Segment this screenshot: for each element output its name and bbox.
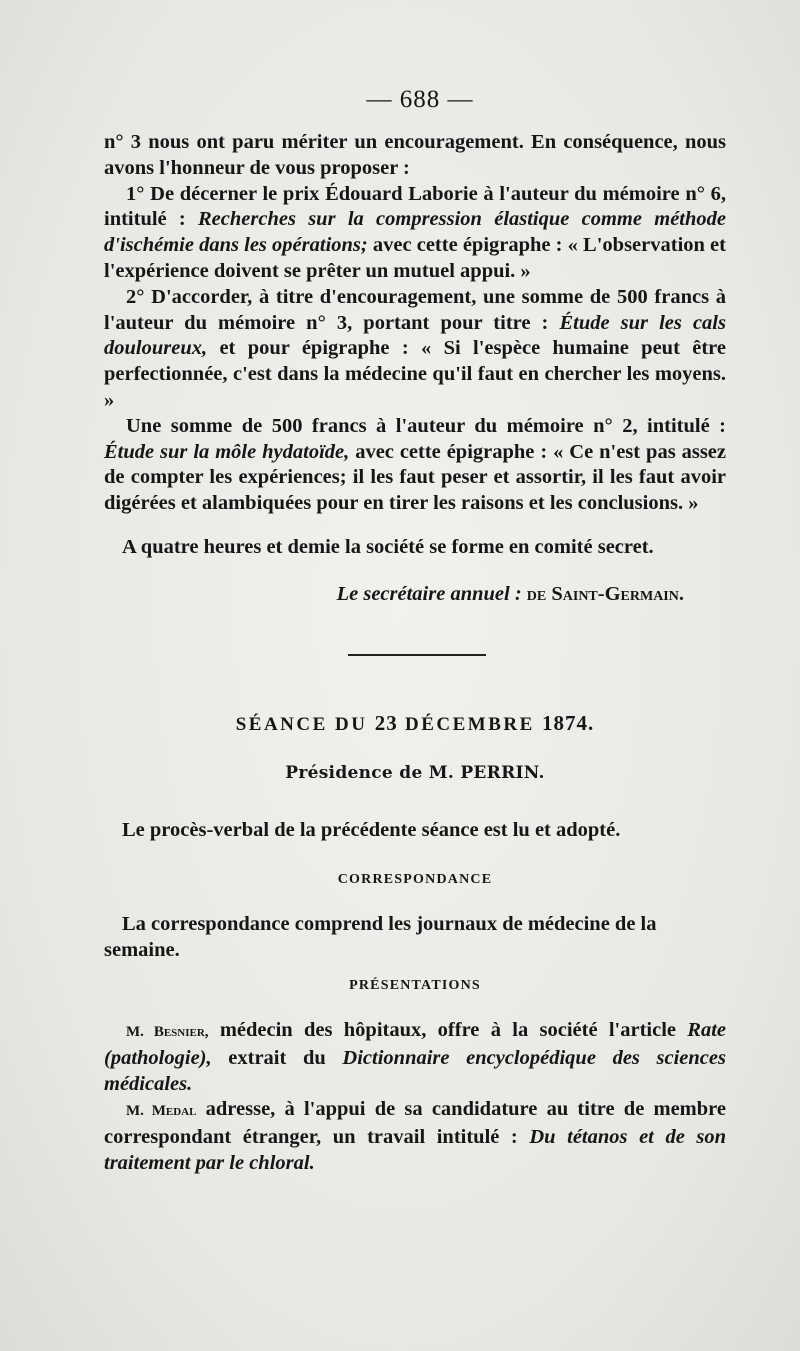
- presidency-line: Présidence de M. PERRIN.: [285, 763, 545, 783]
- article-title: Rate (pathologie),: [104, 1019, 727, 1069]
- presentation-item-besnier: [104, 1018, 726, 1097]
- signature-line: [104, 582, 684, 608]
- minutes-paragraph: Le procès-verbal de la précédente séance est lu et adopté.: [122, 819, 621, 841]
- first-proposal-paragraph: [104, 182, 726, 285]
- session-title: [0, 711, 800, 736]
- second-proposal-epigraph: et pour épigraphe : « Si l'espèce humaine peut être perfectionnée, c'est dans la médecine qu'il faut en chercher les moyens. »: [104, 337, 726, 411]
- signature-name: de Saint-Germain.: [526, 583, 684, 605]
- presenter-name: M. Medal: [126, 1103, 197, 1120]
- intro-paragraph: [104, 130, 726, 182]
- second-memoir-title: Étude sur les cals douloureux,: [104, 311, 726, 360]
- presentation-text: adresse, à l'appui de sa candidature au titre de membre correspondant étranger, un travail intitulé :: [104, 1098, 726, 1149]
- second-proposal-paragraph: [104, 285, 726, 414]
- presentation-item-medal: [104, 1097, 726, 1176]
- work-title: Du tétanos et de son traitement par le chloral.: [104, 1126, 726, 1174]
- session-year: 1874.: [542, 711, 595, 735]
- presentation-text: médecin des hôpitaux, offre à la société l'article: [208, 1019, 688, 1041]
- page-number: — 688 —: [366, 86, 474, 113]
- third-proposal-epigraph: avec cette épigraphe : « Ce n'est pas assez de compter les expériences; il les faut peser et assortir, il les faut avoir digérées et alambiquées pour en tirer les raisons et les conclusions. »: [104, 440, 727, 515]
- signature-role: Le secrétaire annuel :: [336, 583, 522, 605]
- second-proposal-text: 2° D'accorder, à titre d'encouragement, une somme de 500 francs à l'auteur du mémoire n° 3, portant pour titre :: [104, 285, 726, 334]
- session-month: DÉCEMBRE: [404, 714, 535, 735]
- correspondence-paragraph: La correspondance comprend les journaux de médecine de la semaine.: [104, 913, 657, 961]
- first-memoir-title: Recherches sur la compression élastique comme méthode d'ischémie dans les opérations;: [104, 208, 726, 257]
- third-proposal-text: Une somme de 500 francs à l'auteur du mémoire n° 2, intitulé :: [126, 414, 726, 437]
- dictionary-title: Dictionnaire encyclopédique des sciences médicales.: [104, 1046, 726, 1095]
- session-day: 23: [374, 711, 398, 735]
- presentations-heading: PRÉSENTATIONS: [349, 978, 481, 993]
- correspondence-heading: CORRESPONDANCE: [337, 872, 493, 887]
- section-divider: [348, 654, 486, 656]
- secret-committee-paragraph: A quatre heures et demie la société se forme en comité secret.: [122, 536, 654, 558]
- session-title-label: SÉANCE DU: [235, 714, 368, 735]
- presentations-section: [104, 1018, 726, 1177]
- presentation-text: extrait du: [211, 1046, 343, 1069]
- third-proposal-paragraph: [104, 414, 726, 517]
- prize-proposal-section: [104, 130, 726, 517]
- first-proposal-text: 1° De décerner le prix Édouard Laborie à l'auteur du mémoire n° 6, intitulé :: [104, 182, 726, 231]
- intro-text: n° 3 nous ont paru mériter un encouragement. En conséquence, nous avons l'honneur de vous proposer :: [104, 131, 726, 179]
- presenter-name: M. Besnier,: [126, 1024, 209, 1040]
- first-proposal-epigraph: avec cette épigraphe : « L'observation et l'expérience doivent se prêter un mutuel appui. »: [104, 234, 726, 282]
- third-memoir-title: Étude sur la môle hydatoïde,: [104, 440, 350, 463]
